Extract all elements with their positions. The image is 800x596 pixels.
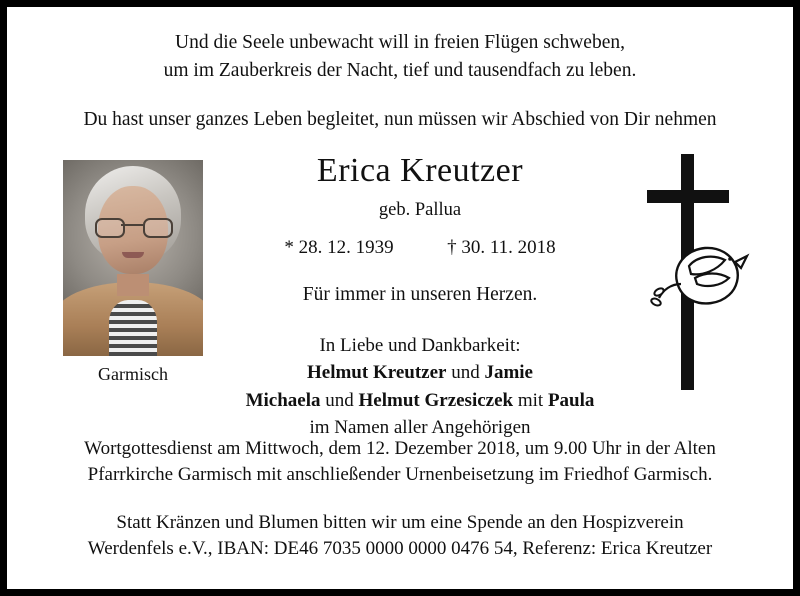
photo-neck [117, 274, 149, 296]
photo-block [63, 160, 203, 385]
donation-line-2: Werdenfels e.V., IBAN: DE46 7035 0000 0000 0476 54, Referenz: Erica Kreutzer [87, 538, 713, 560]
service-line-2: Pfarrkirche Garmisch mit anschließender Urnenbeisetzung im Friedhof Garmisch. [87, 463, 713, 485]
portrait-photo [63, 160, 203, 356]
deceased-maiden-name: geb. Pallua [378, 199, 462, 220]
obituary-inner [7, 7, 793, 589]
memorial-motto: Für immer in unseren Herzen. [302, 283, 538, 305]
service-line-1: Wortgottesdienst am Mittwoch, dem 12. Dezember 2018, um 9.00 Uhr in der Alten [84, 437, 716, 459]
family-line-2 [223, 387, 617, 415]
deceased-dates [223, 237, 617, 259]
family-member-2: Jamie [484, 362, 533, 384]
dove-icon [650, 248, 747, 307]
photo-glasses-right [143, 218, 173, 238]
family-with: mit [513, 389, 548, 411]
family-block [223, 332, 617, 442]
poem-line-2: um im Zauberkreis der Nacht, tief und tausendfach zu leben. [163, 59, 637, 81]
family-closing: im Namen aller Angehörigen [309, 417, 531, 439]
family-heading: In Liebe und Dankbarkeit: [319, 334, 521, 356]
poem-line-1: Und die Seele unbewacht will in freien Flügen schweben, [175, 32, 625, 53]
service-info [33, 436, 767, 488]
family-line-1 [223, 359, 617, 387]
family-join-2: und [320, 389, 359, 411]
photo-glasses-left [95, 218, 125, 238]
religious-symbols [633, 148, 751, 396]
family-member-3: Michaela [245, 389, 321, 411]
photo-glasses-bridge [121, 224, 143, 226]
family-member-1: Helmut Kreutzer [306, 362, 447, 384]
photo-caption: Garmisch [98, 363, 168, 384]
cross-and-dove-graphic [633, 148, 751, 396]
photo-shirt [109, 300, 157, 356]
farewell-text: Du hast unser ganzes Leben begleitet, nun müssen wir Abschied von Dir nehmen [83, 109, 717, 131]
death-date: † 30. 11. 2018 [447, 236, 556, 258]
deceased-name: Erica Kreutzer [316, 151, 524, 189]
family-join-1: und [446, 362, 485, 384]
middle-section [33, 146, 767, 439]
donation-info [33, 510, 767, 562]
photo-mouth [122, 252, 144, 258]
birth-date: * 28. 12. 1939 [284, 236, 394, 258]
family-member-5: Paula [547, 389, 595, 411]
poem-block [33, 29, 767, 84]
donation-line-1: Statt Kränzen und Blumen bitten wir um eine Spende an den Hospizverein [116, 512, 684, 534]
deceased-details [223, 146, 617, 442]
family-member-4: Helmut Grzesiczek [358, 389, 514, 411]
